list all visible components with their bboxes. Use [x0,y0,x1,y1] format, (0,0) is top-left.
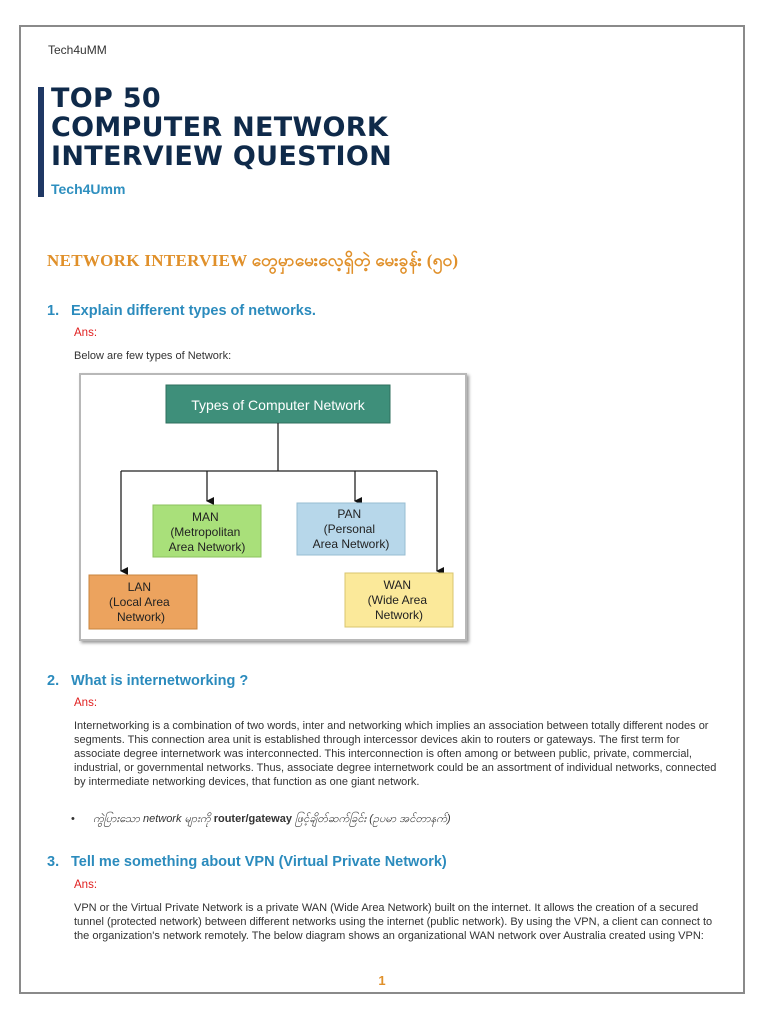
bullet-dot-icon: • [71,813,75,825]
section-heading: NETWORK INTERVIEW တွေမှာမေးလေ့ရှိတဲ့ မေးခွန်း (၅၀) [47,251,459,270]
title-line-3: INTERVIEW QUESTION [51,141,393,172]
question-2-heading [47,673,248,689]
bullet-suffix: ဖြင့်ချိတ်ဆက်ခြင်း (ဥပမာ အင်တာနက်) [291,813,451,825]
document-subtitle: Tech4Umm [51,181,126,197]
answer-label: Ans: [74,327,98,339]
answer-body: Below are few types of Network: [74,350,232,362]
network-types-diagram [79,373,467,641]
document-title [51,84,392,171]
network-types-svg [81,375,461,635]
question-number: 1. [47,303,60,319]
title-accent-bar [38,87,44,197]
root-node-label: Types of Computer Network [191,397,365,413]
answer-body: Internetworking is a combination of two words, inter and networking which implies an association between totally different nodes or segments. This connection area unit is established through intercessor devices akin to routers or gateways. The first term for associate degree internetwork was interconnected. This interconnection is often among or between public, private, commercial, industrial, or governmental networks. Thus, associate degree internetwork could be an assortment of individual networks, connected by intermediate networking devices, that function as one giant network. [74,720,717,788]
answer-body: VPN or the Virtual Private Network is a private WAN (Wide Area Network) built on the internet. It allows the creation of a secured tunnel (protected network) between different networks using the internet (public network). By using the VPN, a client can connect to the organization's network remotely. The below diagram shows an organizational WAN network over Australia created using VPN: [74,902,713,942]
header-brand: Tech4uMM [48,43,107,57]
question-text: What is internetworking ? [71,673,249,689]
question-text: Tell me something about VPN (Virtual Private Network) [71,854,447,870]
title-line-1: TOP 50 [51,83,161,114]
document-page [19,25,745,994]
question-1-heading [47,303,316,319]
answer-label: Ans: [74,697,98,709]
question-3-heading [47,854,447,870]
bullet-bold: router/gateway [213,813,292,825]
wan-node-label: WAN (Wide Area Network) [367,578,428,622]
question-text: Explain different types of networks. [71,303,316,319]
question-number: 2. [47,673,60,689]
lan-node-label: LAN (Local Area Network) [108,580,170,624]
answer-label: Ans: [74,879,98,891]
man-node-label: MAN (Metropolitan Area Network) [168,510,246,554]
bullet-item [71,812,451,828]
page-number: 1 [378,973,386,988]
title-line-2: COMPUTER NETWORK [51,112,389,143]
question-number: 3. [47,854,60,870]
pan-node-label: PAN (Personal Area Network) [312,507,390,551]
bullet-prefix: ကွဲပြားသော network များကို [93,813,214,825]
